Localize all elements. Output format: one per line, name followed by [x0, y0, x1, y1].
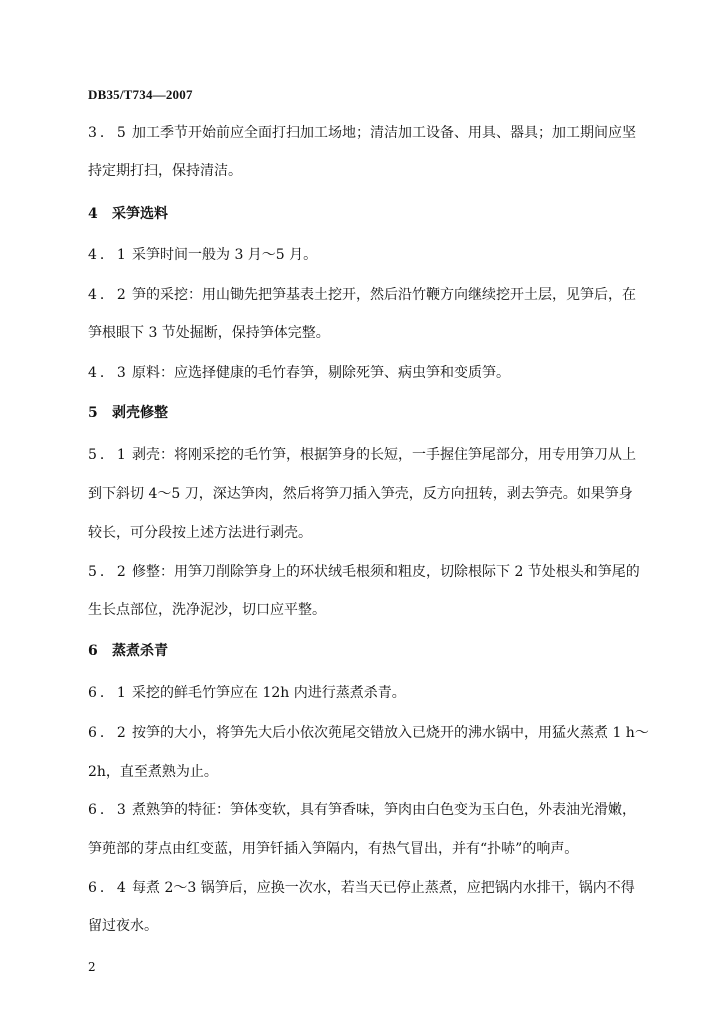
paragraph-6-2 [88, 724, 658, 742]
paragraph-continuation: 较长，可分段按上述方法进行剥壳。 [88, 525, 312, 541]
section-number: 4 [88, 206, 98, 222]
clause-number: 5．1 [88, 447, 129, 463]
section-number: 6 [88, 643, 98, 659]
clause-text: 采挖的鲜毛竹笋应在 12h 内进行蒸煮杀青。 [132, 685, 406, 701]
clause-number: 3．5 [88, 125, 129, 141]
section-heading-5 [88, 404, 168, 422]
paragraph-6-1 [88, 684, 658, 702]
paragraph-4-2 [88, 286, 658, 304]
paragraph-continuation: 笋根眼下 3 节处掘断，保持笋体完整。 [88, 325, 330, 341]
section-title: 采笋选料 [112, 206, 168, 222]
paragraph-continuation: 到下斜切 4～5 刀，深达笋肉，然后将笋刀插入笋壳，反方向扭转，剥去笋壳。如果笋身 [88, 486, 633, 502]
clause-number: 4．1 [88, 247, 129, 263]
clause-number: 6．1 [88, 685, 129, 701]
paragraph-4-1 [88, 246, 658, 264]
clause-number: 6．2 [88, 725, 129, 741]
paragraph-5-1 [88, 446, 658, 464]
page-number: 2 [88, 960, 96, 974]
clause-text: 采笋时间一般为 3 月～5 月。 [132, 247, 318, 263]
section-heading-4 [88, 205, 168, 223]
section-heading-6 [88, 642, 168, 660]
paragraph-continuation: 生长点部位，洗净泥沙，切口应平整。 [88, 602, 326, 618]
paragraph-continuation: 2h，直至煮熟为止。 [88, 764, 218, 780]
section-title: 蒸煮杀青 [112, 643, 168, 659]
paragraph-5-2 [88, 563, 658, 581]
standard-code-header: DB35/T734—2007 [88, 87, 193, 102]
paragraph-3-5 [88, 124, 658, 142]
clause-text: 笋的采挖：用山锄先把笋基表土挖开，然后沿竹鞭方向继续挖开土层，见笋后，在 [132, 287, 636, 303]
paragraph-6-3 [88, 801, 658, 819]
clause-number: 6．3 [88, 802, 129, 818]
clause-text: 修整：用笋刀削除笋身上的环状绒毛根须和粗皮，切除根际下 2 节处根头和笋尾的 [132, 564, 640, 580]
clause-number: 5．2 [88, 564, 129, 580]
clause-text: 每煮 2～3 锅笋后，应换一次水，若当天已停止蒸煮，应把锅内水排干，锅内不得 [132, 880, 635, 896]
paragraph-6-4 [88, 879, 658, 897]
paragraph-continuation: 持定期打扫，保持清洁。 [88, 163, 242, 179]
clause-text: 按笋的大小，将笋先大后小依次蔸尾交错放入已烧开的沸水锅中，用猛火蒸煮 1 h～ [132, 725, 649, 741]
paragraph-continuation: 笋蔸部的芽点由红变蓝，用笋钎插入笋隔内，有热气冒出，并有“扑哧”的响声。 [88, 841, 579, 857]
clause-text: 原料：应选择健康的毛竹春笋，剔除死笋、病虫笋和变质笋。 [132, 365, 510, 381]
clause-text: 煮熟笋的特征：笋体变软，具有笋香味，笋肉由白色变为玉白色，外表油光滑嫩， [132, 802, 636, 818]
clause-number: 4．2 [88, 287, 129, 303]
clause-number: 6．4 [88, 880, 129, 896]
paragraph-4-3 [88, 364, 658, 382]
clause-text: 加工季节开始前应全面打扫加工场地；清洁加工设备、用具、器具；加工期间应坚 [132, 125, 636, 141]
section-number: 5 [88, 405, 98, 421]
section-title: 剥壳修整 [112, 405, 168, 421]
clause-number: 4．3 [88, 365, 129, 381]
paragraph-continuation: 留过夜水。 [88, 918, 158, 934]
clause-text: 剥壳：将刚采挖的毛竹笋，根据笋身的长短，一手握住笋尾部分，用专用笋刀从上 [132, 447, 636, 463]
